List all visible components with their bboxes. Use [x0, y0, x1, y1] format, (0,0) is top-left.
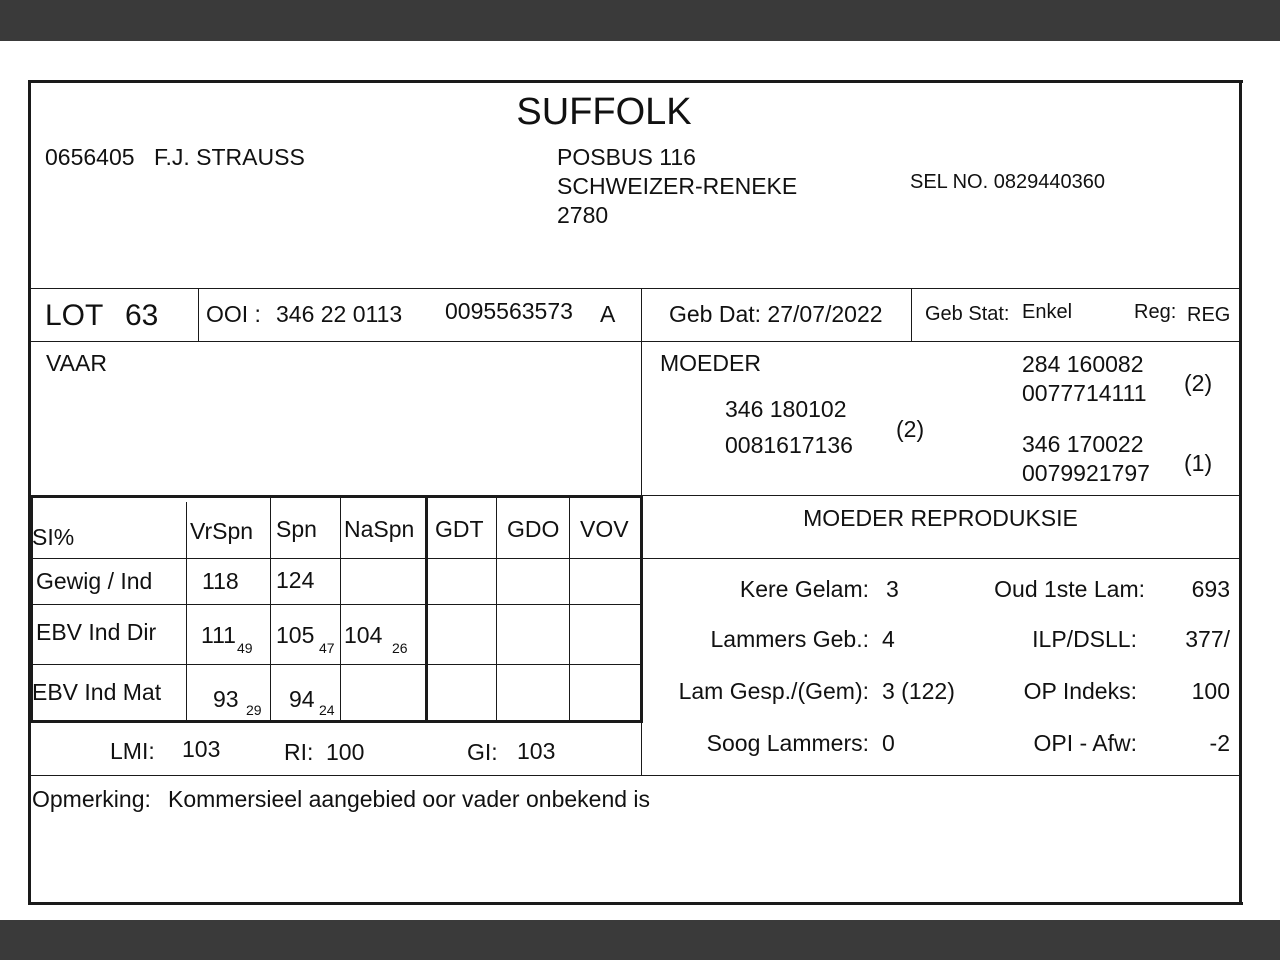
lot-label: LOT — [45, 299, 104, 332]
perf-ebv-dir-vrspn-acc: 49 — [237, 640, 253, 656]
address-line-1: POSBUS 116 — [557, 144, 696, 170]
top-letterbox-bar — [0, 0, 1280, 41]
ooi-id: 346 22 0113 — [276, 301, 403, 327]
rule-lot-bottom — [30, 341, 1240, 342]
birth-date: Geb Dat: 27/07/2022 — [669, 301, 883, 327]
ooi-reg-number: 0095563573 — [445, 298, 573, 324]
card-border-right — [1239, 80, 1242, 905]
lmi-value: 103 — [182, 736, 221, 762]
perf-col-divider-3 — [340, 495, 341, 722]
dam-sire-id: 284 160082 — [1022, 351, 1144, 377]
dam-sire-reg: 0077714111 — [1022, 380, 1147, 406]
reg-label: Reg: — [1134, 301, 1177, 323]
repro-title: MOEDER REPRODUKSIE — [803, 505, 1078, 531]
repro-oud-label: Oud 1ste Lam: — [994, 576, 1145, 602]
perf-ebv-dir-spn-acc: 47 — [319, 640, 335, 656]
address-line-3: 2780 — [557, 202, 609, 228]
repro-kere-value: 3 — [886, 576, 899, 602]
perf-ebv-mat-vrspn: 93 — [213, 686, 239, 712]
perf-table-bottom — [30, 720, 643, 723]
perf-ebv-dir-vrspn: 111 — [201, 622, 236, 648]
perf-header-spn: Spn — [276, 516, 317, 542]
bottom-letterbox-bar — [0, 920, 1280, 960]
repro-gesp-label: Lam Gesp./(Gem): — [678, 678, 869, 704]
perf-gewig-vrspn: 118 — [202, 568, 239, 594]
perf-ebv-dir-naspn: 104 — [344, 622, 383, 648]
perf-col-divider-2 — [270, 495, 271, 722]
gi-value: 103 — [517, 738, 556, 764]
breeder-name: F.J. STRAUSS — [154, 144, 305, 170]
dam-id: 346 180102 — [725, 396, 847, 422]
perf-row-label-gewig: Gewig / Ind — [36, 568, 153, 594]
dam-mark: (2) — [896, 416, 925, 442]
perf-row-label-ebv-mat: EBV Ind Mat — [32, 679, 162, 705]
rule-indices-bottom — [30, 775, 1240, 776]
ooi-grade: A — [600, 301, 616, 327]
perf-header-gdo: GDO — [507, 516, 560, 542]
ooi-label: OOI : — [206, 301, 261, 327]
repro-lammers-label: Lammers Geb.: — [710, 626, 869, 652]
perf-row-divider-1 — [30, 558, 1240, 559]
perf-ebv-dir-spn: 105 — [276, 622, 315, 648]
phone-number: SEL NO. 0829440360 — [910, 171, 1105, 193]
perf-col-divider-1 — [186, 502, 187, 722]
perf-header-naspn: NaSpn — [344, 516, 415, 542]
repro-opi-value: -2 — [1209, 730, 1230, 756]
rule-lot-divider-1 — [198, 288, 199, 341]
dam-sire-mark: (2) — [1184, 370, 1213, 396]
rule-lot-divider-3 — [911, 288, 912, 341]
breeder-code: 0656405 — [45, 144, 135, 170]
perf-col-divider-5 — [569, 495, 570, 722]
ri-value: 100 — [326, 739, 365, 765]
perf-row-divider-2 — [30, 604, 642, 605]
repro-op-value: 100 — [1191, 678, 1230, 704]
perf-header-vrspn: VrSpn — [190, 518, 254, 544]
repro-lammers-value: 4 — [882, 626, 895, 652]
repro-ilp-label: ILP/DSLL: — [1032, 626, 1137, 652]
perf-header-gdt: GDT — [435, 516, 484, 542]
dam-label: MOEDER — [660, 350, 761, 376]
lmi-label: LMI: — [110, 738, 155, 764]
card-border-top — [28, 80, 1243, 83]
dam-dam-id: 346 170022 — [1022, 431, 1144, 457]
perf-row-divider-3 — [30, 664, 642, 665]
dam-reg: 0081617136 — [725, 432, 853, 458]
perf-ebv-mat-spn: 94 — [289, 686, 315, 712]
repro-ilp-value: 377/ — [1185, 626, 1230, 652]
repro-oud-value: 693 — [1191, 576, 1230, 602]
perf-table-top — [30, 495, 643, 498]
breed-title: SUFFOLK — [516, 91, 692, 133]
card-border-bottom — [28, 902, 1243, 905]
rule-pedigree-bottom-right — [641, 495, 1240, 496]
dam-dam-mark: (1) — [1184, 450, 1213, 476]
remark-text: Kommersieel aangebied oor vader onbekend is — [168, 786, 651, 812]
rule-lot-top — [30, 288, 1240, 289]
gi-label: GI: — [467, 739, 498, 765]
address-line-2: SCHWEIZER-RENEKE — [557, 173, 798, 199]
repro-op-label: OP Indeks: — [1023, 678, 1137, 704]
repro-soog-value: 0 — [882, 730, 895, 756]
repro-opi-label: OPI - Afw: — [1033, 730, 1137, 756]
perf-table-group-divider — [425, 495, 428, 723]
perf-col-divider-4 — [496, 495, 497, 722]
perf-ebv-dir-naspn-acc: 26 — [392, 640, 408, 656]
birth-status-value: Enkel — [1022, 301, 1073, 323]
repro-gesp-value: 3 (122) — [882, 678, 955, 704]
perf-row-label-ebv-dir: EBV Ind Dir — [36, 619, 157, 645]
perf-header-vov: VOV — [580, 516, 629, 542]
birth-status-label: Geb Stat: — [925, 303, 1010, 325]
sire-label: VAAR — [46, 350, 107, 376]
reg-value: REG — [1187, 304, 1231, 326]
repro-soog-label: Soog Lammers: — [706, 730, 869, 756]
ri-label: RI: — [284, 739, 314, 765]
repro-kere-label: Kere Gelam: — [739, 576, 869, 602]
remark-label: Opmerking: — [32, 786, 151, 812]
perf-ebv-mat-vrspn-acc: 29 — [246, 702, 262, 718]
perf-ebv-mat-spn-acc: 24 — [319, 702, 335, 718]
rule-lot-divider-2 — [641, 288, 642, 341]
rule-pedigree-divider — [641, 341, 642, 496]
perf-corner-label: SI% — [32, 524, 75, 550]
card-border-left — [28, 80, 31, 905]
dam-dam-reg: 0079921797 — [1022, 460, 1150, 486]
perf-gewig-spn: 124 — [276, 567, 315, 593]
lot-number: 63 — [125, 299, 159, 332]
